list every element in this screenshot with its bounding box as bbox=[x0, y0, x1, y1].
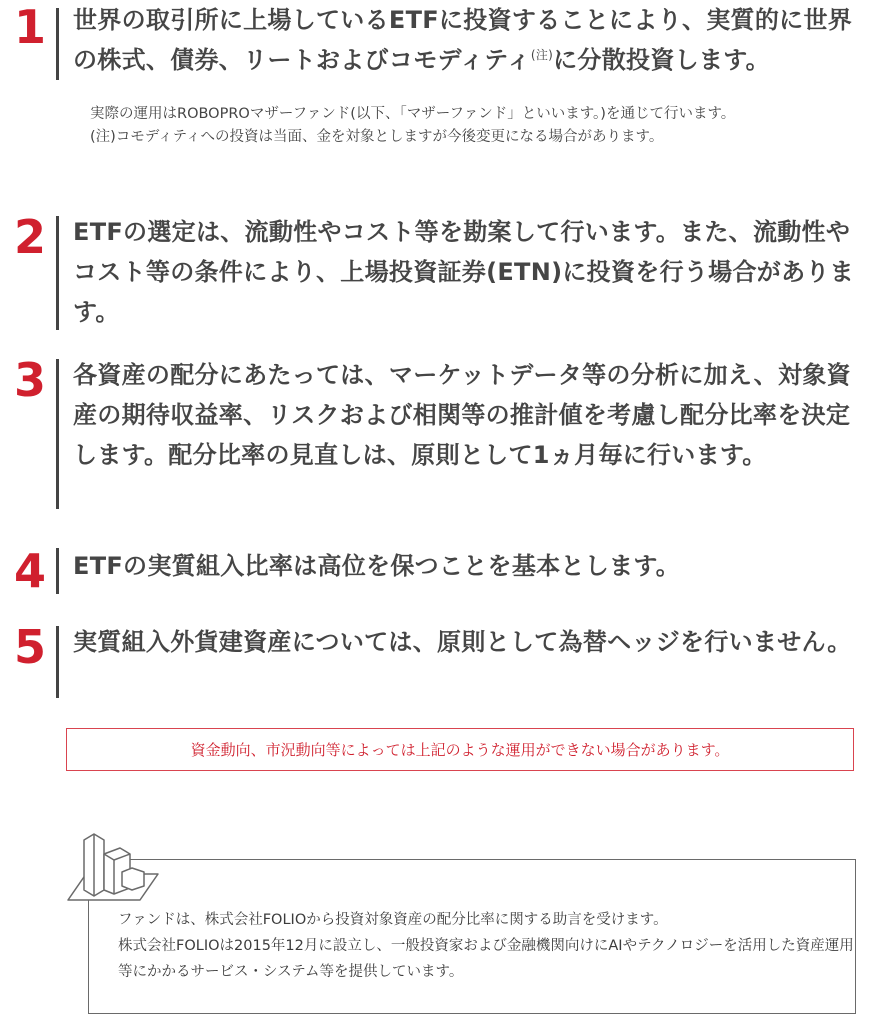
policy-text: 各資産の配分にあたっては、マーケットデータ等の分析に加え、対象資産の期待収益率、リスクおよび相関等の推計値を考慮し配分比率を決定します。配分比率の見直しは、原則として1ヵ月毎に行います。 bbox=[73, 361, 851, 469]
policy-number: 3 bbox=[14, 353, 47, 407]
policy-divider bbox=[56, 548, 59, 594]
policy-1 bbox=[12, 2, 864, 80]
note-line: 実際の運用はROBOPROマザーファンド(以下、「マザーファンド」といいます。)を通じて行います。 bbox=[90, 106, 736, 122]
notes bbox=[90, 103, 864, 149]
info-line: ファンドは、株式会社FOLIOから投資対象資産の配分比率に関する助言を受けます。 bbox=[118, 912, 668, 928]
policy-text: 実質組入外貨建資産については、原則として為替ヘッジを行いません。 bbox=[73, 628, 852, 656]
footnote-marker: (注) bbox=[530, 48, 554, 62]
policy-divider bbox=[56, 216, 59, 330]
info-text bbox=[118, 907, 862, 985]
policy-number: 5 bbox=[14, 620, 47, 674]
policy-2 bbox=[12, 212, 864, 332]
policy-number: 2 bbox=[14, 210, 47, 264]
policy-4 bbox=[12, 544, 864, 598]
warning-box bbox=[66, 728, 854, 771]
note-line: (注)コモディティへの投資は当面、金を対象としますが今後変更になる場合があります。 bbox=[90, 129, 664, 145]
policy-text-part: に分散投資します。 bbox=[553, 46, 770, 74]
policy-5 bbox=[12, 622, 864, 698]
policy-divider bbox=[56, 359, 59, 509]
policy-number: 1 bbox=[14, 0, 47, 54]
policy-number: 4 bbox=[14, 544, 47, 598]
policy-text: ETFの選定は、流動性やコスト等を勘案して行います。また、流動性やコスト等の条件により、上場投資証券(ETN)に投資を行う場合があります。 bbox=[73, 218, 854, 326]
info-line: 株式会社FOLIOは2015年12月に設立し、一般投資家および金融機関向けにAIやテクノロジーを活用した資産運用等にかかるサービス・システム等を提供しています。 bbox=[118, 938, 854, 980]
building-icon bbox=[64, 832, 164, 904]
warning-text: 資金動向、市況動向等によっては上記のような運用ができない場合があります。 bbox=[190, 741, 730, 759]
policy-text bbox=[73, 0, 864, 80]
policy-text-part: 世界の取引所に上場しているETFに投資することにより、実質的に世界の株式、債券、リートおよびコモディティ bbox=[73, 6, 853, 74]
policy-text: ETFの実質組入比率は高位を保つことを基本とします。 bbox=[73, 552, 681, 580]
policy-divider bbox=[56, 8, 59, 80]
policy-3 bbox=[12, 355, 864, 509]
policy-divider bbox=[56, 626, 59, 698]
